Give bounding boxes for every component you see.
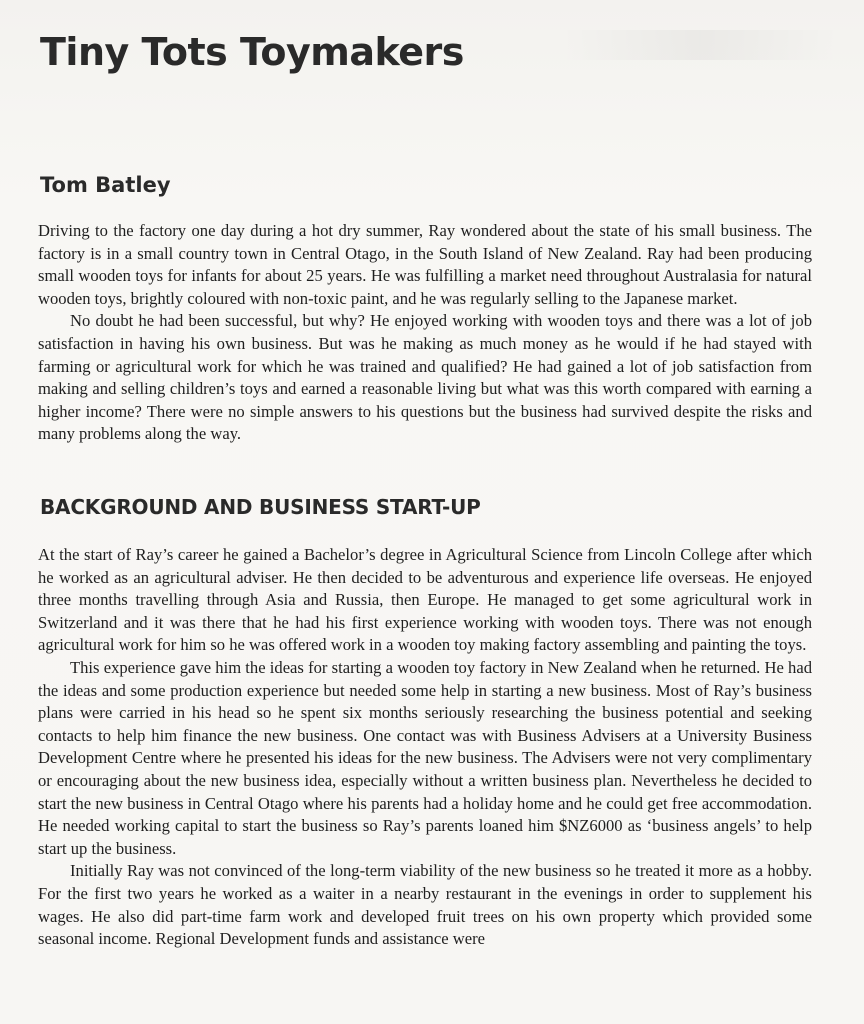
document-title: Tiny Tots Toymakers xyxy=(40,30,464,74)
intro-paragraph-2: No doubt he had been successful, but why? He enjoyed working with wooden toys and there was a lot of job satisfaction in having his own business. But was he making as much money as he would if he had stayed with farming or agricultural work for which he was trained and qualified? He had gained a lot of job satisfaction from making and selling children’s toys and earned a reasonable living but what was this worth compared with earning a higher income? There were no simple answers to his questions but the business had survived despite the risks and many problems along the way. xyxy=(38,311,812,444)
intro-text xyxy=(38,220,812,446)
author-name: Tom Batley xyxy=(40,173,171,197)
background-paragraph-1: At the start of Ray’s career he gained a Bachelor’s degree in Agricultural Science from Lincoln College after which he worked as an agricultural adviser. He then decided to be adventurous and experience life overseas. He enjoyed three months travelling through Asia and Russia, then Europe. He managed to get some agricultural work in Switzerland and it was there that he had his first experience working with wooden toys. There was not enough agricultural work for him so he was offered work in a wooden toy making factory assembling and painting the toys. xyxy=(38,545,812,655)
section-heading: BACKGROUND AND BUSINESS START-UP xyxy=(40,495,481,519)
bleed-through-shading xyxy=(560,30,840,60)
background-paragraph-2: This experience gave him the ideas for starting a wooden toy factory in New Zealand when he returned. He had the ideas and some production experience but needed some help in starting a new business. Most of Ray’s business plans were carried in his head so he spent six months seriously researching the business potential and seeking contacts to help him finance the new business. One contact was with Business Advisers at a University Business Development Centre where he presented his ideas for the new business. The Advisers were not very complimentary or encouraging about the new business idea, especially without a written business plan. Nevertheless he decided to start the new business in Central Otago where his parents had a holiday home and he could get free accommodation. He needed working capital to start the business so Ray’s parents loaned him $NZ6000 as ‘business angels’ to help start up the business. xyxy=(38,657,812,858)
background-paragraph-3: Initially Ray was not convinced of the long-term viability of the new business so he treated it more as a hobby. For the first two years he worked as a waiter in a nearby restaurant in the evenings in order to supplement his wages. He also did part-time farm work and developed fruit trees on his own property which provided some seasonal income. Regional Development funds and assistance were xyxy=(38,861,812,949)
background-text xyxy=(38,544,812,951)
intro-paragraph-1: Driving to the factory one day during a hot dry summer, Ray wondered about the state of his small business. The factory is in a small country town in Central Otago, in the South Island of New Zealand. Ray had been producing small wooden toys for infants for about 25 years. He was fulfilling a market need throughout Australasia for natural wooden toys, brightly coloured with non-toxic paint, and he was regularly selling to the Japanese market. xyxy=(38,221,812,308)
